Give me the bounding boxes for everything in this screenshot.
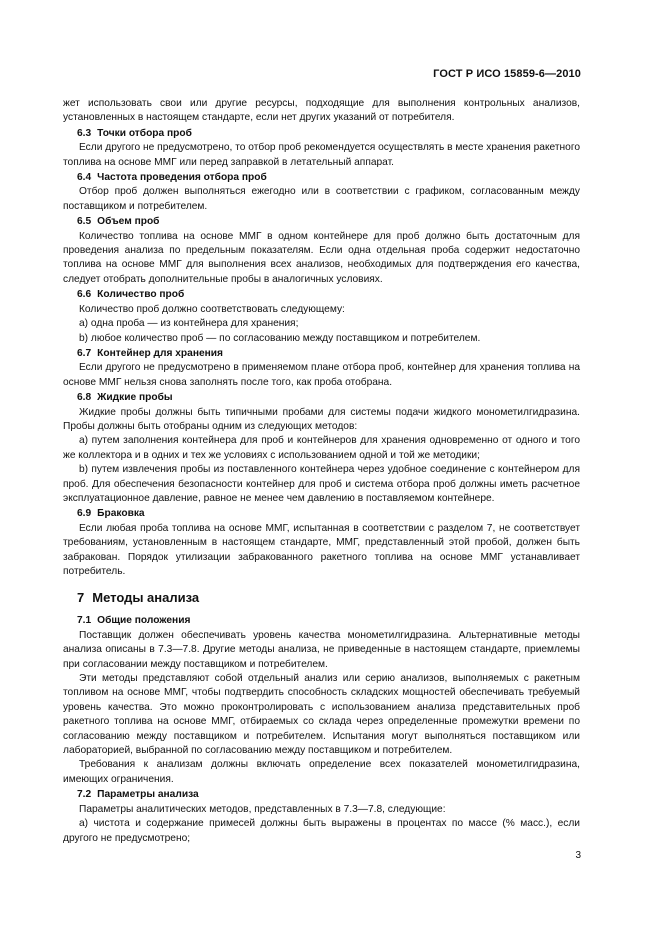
paragraph: Если другого не предусмотрено в применяемом плане отбора проб, контейнер для хранения топлива на основе ММГ нельзя снова заполнять после того, как проба отобрана. bbox=[63, 362, 580, 388]
heading-number: 7.1 bbox=[77, 615, 92, 627]
paragraph: Эти методы представляют собой отдельный анализ или серию анализов, выполняемых с ракетным топливом на основе ММГ, чтобы подтвердить способность складских мощностей обеспечивать требуемый уровень качества. Это можно проконтролировать с использованием анализа представительных проб ракетного топлива на основе ММГ, отбираемых со склада через определенные промежутки времени по согласованию между поставщиком и потребителем. Испытания могут выполняться поставщиком или лабораторией, выбранной по согласованию между поставщиком и потребителем. bbox=[63, 673, 580, 757]
heading-number: 6.9 bbox=[77, 508, 92, 520]
heading-title: Количество проб bbox=[97, 289, 185, 301]
heading-number: 6.5 bbox=[77, 216, 92, 228]
paragraph: Поставщик должен обеспечивать уровень качества монометилгидразина. Альтернативные методы анализа описаны в 7.3—7.8. Другие методы анализа, не приведенные в настоящем стандарте, приемлемы при согласовании между поставщиком и потребителем. bbox=[63, 629, 580, 670]
subsection-heading bbox=[63, 288, 580, 302]
paragraph: Отбор проб должен выполняться ежегодно или в соответствии с графиком, согласованным между поставщиком и потребителем. bbox=[63, 186, 580, 212]
heading-number: 6.7 bbox=[77, 347, 92, 359]
subsection-heading bbox=[63, 171, 580, 185]
subsection-heading bbox=[63, 347, 580, 361]
standard-code: ГОСТ Р ИСО 15859-6—2010 bbox=[433, 68, 581, 80]
paragraph: Если любая проба топлива на основе ММГ, испытанная в соответствии с разделом 7, не соответствует требованиям, установленным в настоящем стандарте, ММГ, представленный этой пробой, должен быть забракован. Порядок утилизации забракованного ракетного топлива на основе ММГ устанавливает потребитель. bbox=[63, 522, 580, 577]
paragraph: Параметры аналитических методов, представленных в 7.3—7.8, следующие: bbox=[79, 803, 446, 815]
subsection-heading bbox=[63, 614, 580, 628]
heading-title: Параметры анализа bbox=[97, 789, 199, 801]
paragraph: Если другого не предусмотрено, то отбор проб рекомендуется осуществлять в месте хранения ракетного топлива на основе ММГ или перед заправкой в летательный аппарат. bbox=[63, 142, 580, 168]
paragraph: Требования к анализам должны включать определение всех показателей монометилгидразина, имеющих ограничения. bbox=[63, 759, 580, 785]
heading-number: 7 bbox=[77, 590, 85, 606]
list-item: а) путем заполнения контейнера для проб и контейнеров для хранения одновременно от одного и того же коллектора и в одних и тех же условиях с использованием одной и той же методики; bbox=[63, 435, 580, 461]
document-body bbox=[63, 97, 580, 846]
heading-title: Частота проведения отбора проб bbox=[97, 172, 267, 184]
heading-title: Браковка bbox=[97, 508, 145, 520]
list-item: b) путем извлечения пробы из поставленного контейнера через удобное соединение с контейнером для проб. Для обеспечения безопасности контейнер для проб и система отбора проб должны иметь расчетное эксплуатационное давление, равное не менее чем давлению в поставляемом контейнере. bbox=[63, 464, 580, 504]
heading-number: 6.4 bbox=[77, 172, 92, 184]
subsection-heading bbox=[63, 391, 580, 405]
paragraph: Количество топлива на основе ММГ в одном контейнере для проб должно быть достаточным для проведения анализа по предельным показателям. Если одна отдельная проба содержит недостаточно топлива на основе ММГ для выполнения всех анализов, необходимых для подтверждения его качества, следует отобрать дополнительные пробы в аналогичных условиях. bbox=[63, 230, 580, 285]
list-item: а) чистота и содержание примесей должны быть выражены в процентах по массе (% масс.), если другого не предусмотрено; bbox=[63, 818, 580, 844]
heading-title: Методы анализа bbox=[92, 590, 200, 606]
heading-title: Точки отбора проб bbox=[97, 127, 192, 139]
subsection-heading bbox=[63, 788, 580, 802]
heading-title: Контейнер для хранения bbox=[97, 347, 224, 359]
section-heading bbox=[63, 590, 580, 606]
subsection-heading bbox=[63, 127, 580, 141]
paragraph: Жидкие пробы должны быть типичными пробами для системы подачи жидкого монометилгидразина. Пробы должны быть отобраны одним из следующих методов: bbox=[63, 406, 580, 432]
list-item: а) одна проба — из контейнера для хранения; bbox=[79, 318, 299, 330]
list-item: b) любое количество проб — по согласованию между поставщиком и потребителем. bbox=[79, 332, 481, 344]
page-number: 3 bbox=[575, 850, 581, 861]
heading-number: 6.6 bbox=[77, 289, 92, 301]
heading-title: Жидкие пробы bbox=[97, 392, 173, 404]
paragraph: Количество проб должно соответствовать следующему: bbox=[79, 303, 345, 315]
subsection-heading bbox=[63, 215, 580, 229]
paragraph: жет использовать свои или другие ресурсы, подходящие для выполнения контрольных анализов, установленных в настоящем стандарте, если нет других указаний от потребителя. bbox=[63, 98, 580, 124]
subsection-heading bbox=[63, 507, 580, 521]
heading-number: 6.3 bbox=[77, 127, 92, 139]
heading-number: 7.2 bbox=[77, 789, 92, 801]
heading-title: Объем проб bbox=[97, 216, 160, 228]
heading-number: 6.8 bbox=[77, 392, 92, 404]
heading-title: Общие положения bbox=[97, 615, 191, 627]
